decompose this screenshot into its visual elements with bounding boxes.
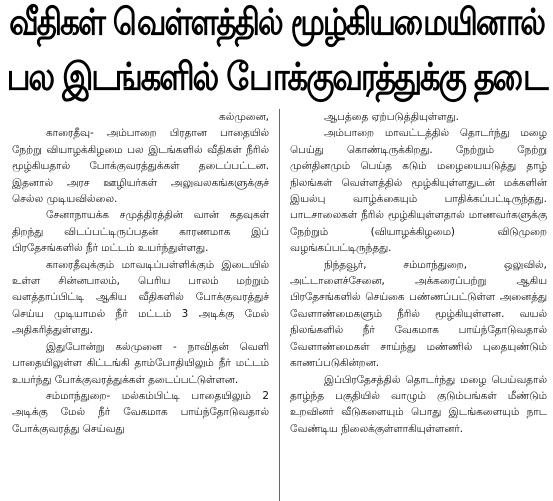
paragraph: இப்பிரதேசத்தில் தொடர்ந்து மழை பெய்வதால் தாழ்ந்த பகுதியில் வாழும் குடும்பங்கள் மீண்டும் உறவினர் வீடுகளையும் பொது இடங்களையும் நாட வேண்டிய நிலைக்குள்ளாகியுள்ளனர். [290,373,547,435]
paragraph: காரைதீவு- அம்பாறை பிரதான பாதையில் நேற்று வியாழக்கிழமை பல இடங்களில் வீதிகள் நீரில் மூழ்கியதால் போக்குவரத்துக்கள் தடைப்பட்டன. இதனால் அரச ஊழியர்கள் அலுவலகங்களுக்குச் செல்ல முடியவில்லை. [12,127,269,206]
headline-line-2: பல இடங்களில் போக்குவரத்துக்கு தடை [6,54,547,100]
article-column-left [12,109,269,501]
article-column-right [290,109,547,501]
paragraph: சம்மாந்துறை- மல்கம்பிட்டி பாதையிலும் 2 அடிக்கு மேல் நீர் வேகமாக பாய்ந்தோடுவதால் போக்குவரத்து செய்வது [12,389,269,435]
paragraph: நிந்தவூர், சம்மாந்துறை, ஒலுவில், அட்டாளைச்சேனை, அக்கரைப்பற்று ஆகிய பிரதேசங்களில் செய்கை பண்ணப்பட்டுள்ள அனைத்து வேளாண்மைகளும் நீரில் மூழ்கியுள்ளன. வயல் நிலங்களில் நீர் வேகமாக பாய்ந்தோடுவதால் வேளாண்மைகள் சாய்ந்து மண்ணில் புதையுண்டும் காணப்படுகின்றன. [290,258,547,370]
paragraph: சேனாநாயக்க சமுத்திரத்தின் வான் கதவுகள் திறந்து விடப்பட்டிருப்பதன் காரணமாக இப் பிரதேசங்களில் நீர் மட்டம் உயர்ந்துள்ளது. [12,209,269,255]
paragraph: ஆபத்தை ஏற்படுத்தியுள்ளது. [324,111,459,123]
paragraph: காரைதீவுக்கும் மாவடிப்பள்ளிக்கும் இடையில் உள்ள சின்னபாலம், பெரிய பாலம் மற்றும் வளத்தாப்பிட்டி ஆகிய வீதிகளில் போக்குவரத்துச் செய்ய முடியாமல் நீர் மட்டம் 3 அடிக்கு மேல் அதிகரித்துள்ளது. [12,258,269,337]
paragraph: அம்பாறை மாவட்டத்தில் தொடர்ந்து மழை பெய்து கொண்டிருக்கிறது. நேற்றும் நேற்று முன்தினமும் பெய்த கடும் மழையையடுத்து தாழ் நிலங்கள் வெள்ளத்தில் மூழ்கியுள்ளதுடன் மக்களின் இயல்பு வாழ்க்கையும் பாதிக்கப்பட்டிருந்தது. பாடசாலைகள் நீரில் மூழ்கியுள்ளதால் மாணவர்களுக்கு நேற்றும் (வியாழக்கிழமை) விடுமுறை வழங்கப்பட்டிருந்தது. [290,127,547,255]
paragraph: இதுபோன்று கல்முனை - நாவிதன் வெளி பாதையிலுள்ள கிட்டங்கி தாம்போதியிலும் நீர் மட்டம் உயர்ந்து போக்குவரத்துக்கள் தடைப்பட்டுள்ளன. [12,340,269,386]
column-divider [279,109,280,501]
headline-line-1: வீதிகள் வெள்ளத்தில் மூழ்கியமையினால் [9,1,544,44]
byline: கல்முனை, [218,111,269,123]
